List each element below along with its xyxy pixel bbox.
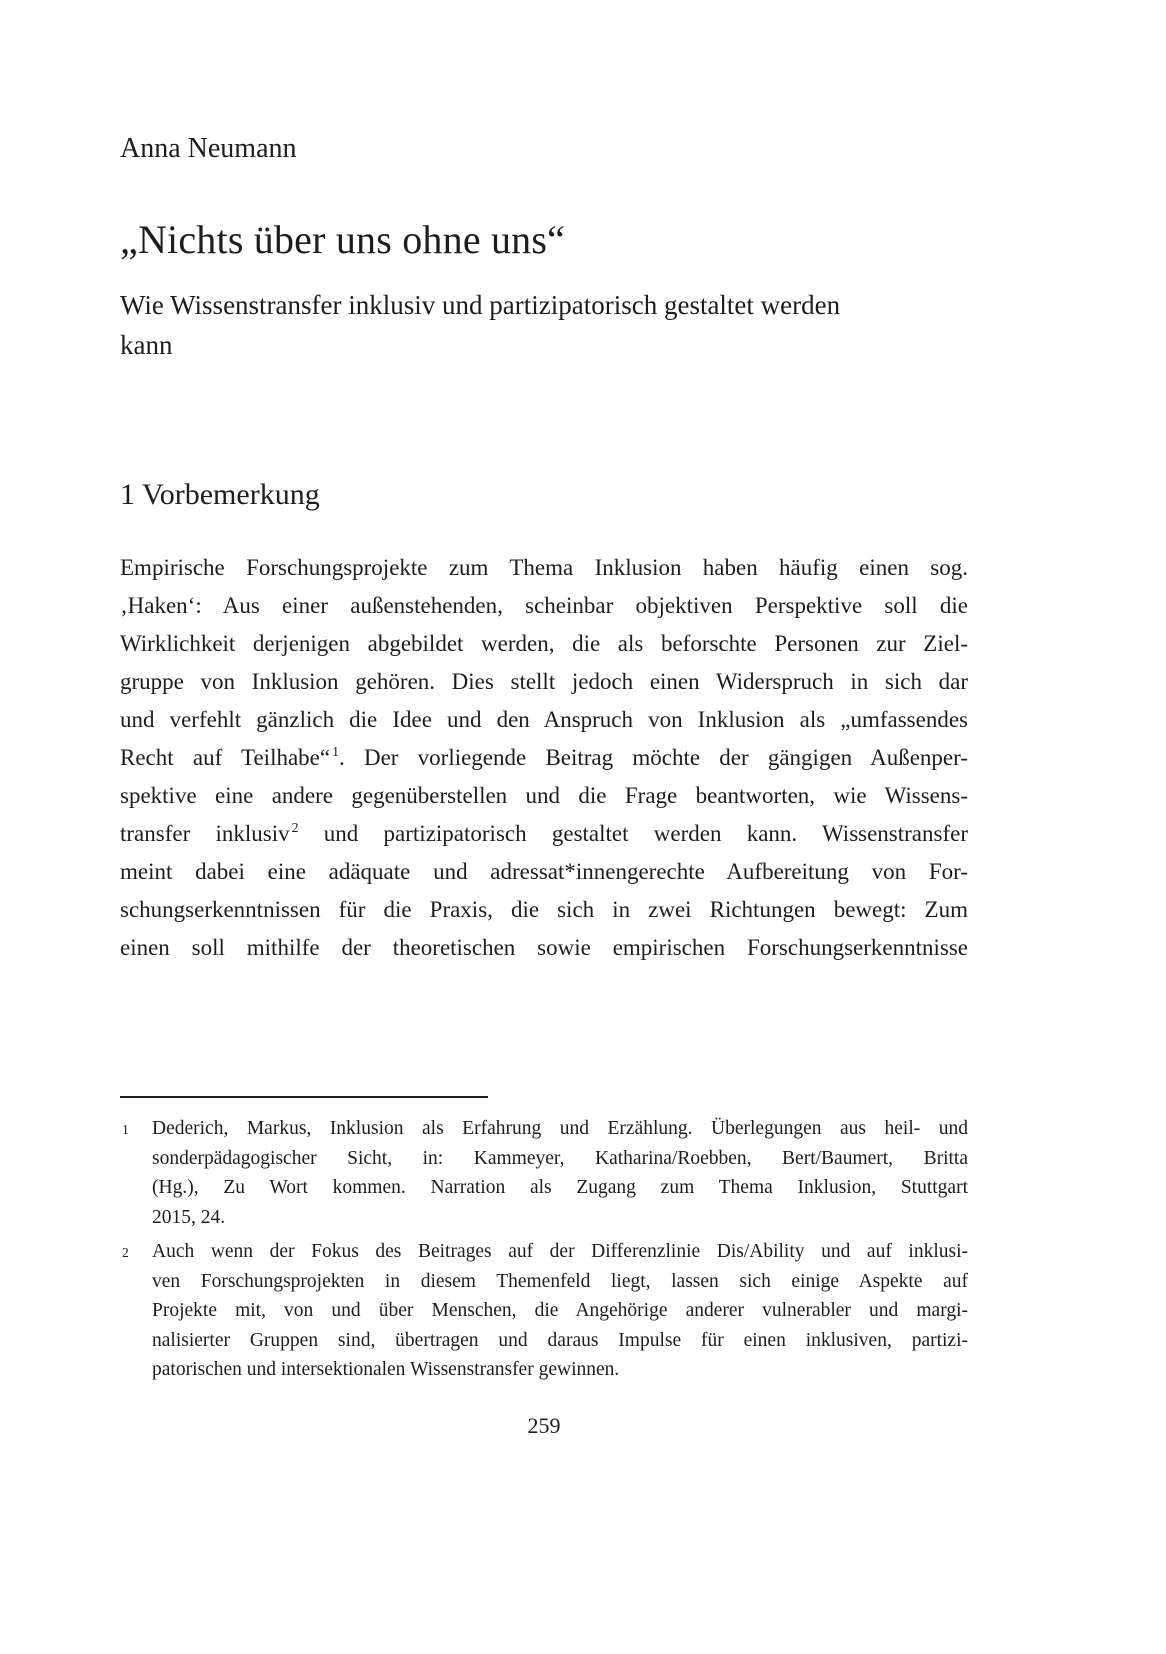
section-heading: 1 Vorbemerkung (120, 478, 320, 511)
text-line: kann (120, 330, 173, 360)
text-line: einen soll mithilfe der theoretischen sowie empirischen Forschungserkenntnisse (120, 935, 968, 960)
footnote-text (152, 1237, 968, 1385)
footnote-ref: 1 (332, 744, 339, 760)
footnote-ref: 2 (291, 820, 299, 836)
body-paragraph (120, 549, 968, 967)
text-line: spektive eine andere gegenüberstellen und die Frage beantworten, wie Wissens- (120, 783, 968, 808)
page-number: 259 (527, 1413, 561, 1438)
footnote-number: 2 (122, 1245, 129, 1260)
text-line: und verfehlt gänzlich die Idee und den Anspruch von Inklusion als „umfassendes (120, 707, 968, 732)
text-line: Empirische Forschungsprojekte zum Thema Inklusion haben häufig einen sog. (120, 555, 968, 580)
text-line: nalisierter Gruppen sind, übertragen und daraus Impulse für einen inklusiven, partizi- (152, 1329, 968, 1351)
text-line: transfer inklusiv $^2$ und partizipatorisch gestaltet werden kann. Wissenstransfer (120, 820, 968, 846)
text-line: schungserkenntnissen für die Praxis, die sich in zwei Richtungen bewegt: Zum (120, 897, 968, 922)
chapter-subtitle (120, 285, 968, 365)
author-name: Anna Neumann (120, 133, 297, 164)
text-line: ‚Haken‘: Aus einer außenstehenden, scheinbar objektiven Perspektive soll die (120, 593, 968, 618)
text-line: Wirklichkeit derjenigen abgebildet werden, die als beforschte Personen zur Ziel- (120, 631, 968, 656)
text-line: Auch wenn der Fokus des Beitrages auf der Differenzlinie Dis/Ability und auf inklusi- (152, 1241, 968, 1262)
text-line: Recht auf Teilhabe“ $^1$. Der vorliegende Beitrag möchte der gängigen Außenper- (120, 744, 968, 770)
footnotes-section (120, 1114, 968, 1390)
text-line: patorischen und intersektionalen Wissenstransfer gewinnen. (152, 1359, 620, 1380)
text-line: Projekte mit, von und über Menschen, die Angehörige anderer vulnerabler und margi- (152, 1300, 968, 1321)
footnote-item (120, 1237, 968, 1385)
text-line: sonderpädagogischer Sicht, in: Kammeyer, Katharina/Roebben, Bert/Baumert, Britta (152, 1147, 968, 1169)
footnote-text (152, 1114, 968, 1232)
text-line: gruppe von Inklusion gehören. Dies stellt jedoch einen Widerspruch in sich dar (120, 669, 968, 694)
footnote-separator (120, 1096, 488, 1098)
text-line: Wie Wissenstransfer inklusiv und partizipatorisch gestaltet werden (120, 290, 841, 320)
text-line: Dederich, Markus, Inklusion als Erfahrung und Erzählung. Überlegungen aus heil- und (152, 1118, 968, 1139)
footnote-number: 1 (122, 1122, 129, 1137)
text-line: ven Forschungsprojekten in diesem Themenfeld liegt, lassen sich einige Aspekte auf (152, 1270, 968, 1292)
text-line: meint dabei eine adäquate und adressat*innengerechte Aufbereitung von For- (120, 859, 968, 884)
footnote-item (120, 1114, 968, 1232)
text-line: (Hg.), Zu Wort kommen. Narration als Zugang zum Thema Inklusion, Stuttgart (152, 1177, 968, 1198)
text-line: 2015, 24. (152, 1206, 226, 1228)
chapter-title: „Nichts über uns ohne uns“ (120, 217, 566, 262)
